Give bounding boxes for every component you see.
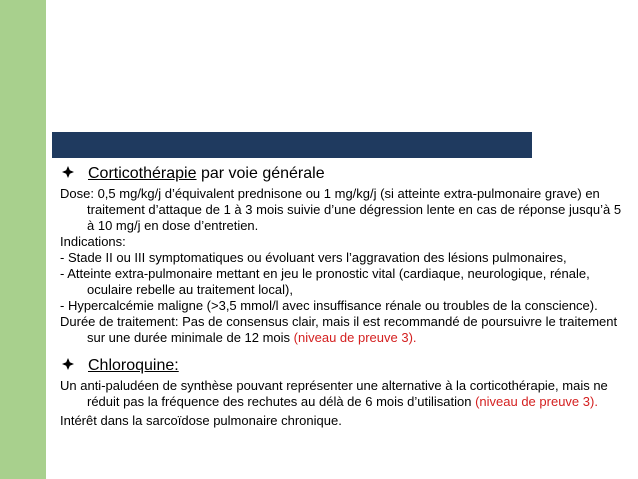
chloroquine-paragraph — [60, 378, 626, 410]
side-panel-green — [0, 0, 46, 479]
indication-item: - Hypercalcémie maligne (>3,5 mmol/l avec insuffisance rénale ou troubles de la conscience). — [60, 298, 598, 313]
corticotherapie-link[interactable]: Corticothérapie — [88, 165, 197, 182]
bullet-heading-corticotherapie — [60, 164, 626, 183]
slide-content — [60, 164, 626, 429]
evidence-level-note: (niveau de preuve 3). — [293, 330, 417, 345]
indications-title: Indications: — [60, 234, 126, 249]
indication-item: - Stade II ou III symptomatiques ou évoluant vers l’aggravation des lésions pulmonaires, — [60, 250, 567, 265]
indication-item: - Atteinte extra-pulmonaire mettant en jeu le pronostic vital (cardiaque, neurologique, rénale, oculaire rebelle au traitement local), — [60, 266, 590, 297]
duration-paragraph — [60, 314, 626, 346]
chloroquine-text: Un anti-paludéen de synthèse pouvant représenter une alternative à la corticothérapie, mais ne réduit pas la fréquence des rechutes au délà de 6 mois d’utilisation — [60, 378, 608, 409]
bullet-heading-chloroquine — [60, 356, 626, 375]
heading-rest: par voie générale — [196, 165, 325, 182]
four-diamond-bullet-icon — [62, 166, 74, 178]
divider-notch — [46, 132, 52, 158]
interest-paragraph: Intérêt dans la sarcoïdose pulmonaire chronique. — [60, 413, 342, 428]
title-divider-bar — [46, 132, 532, 158]
dose-paragraph: Dose: 0,5 mg/kg/j d’équivalent prednisone ou 1 mg/kg/j (si atteinte extra-pulmonaire grave) en traitement d’attaque de 1 à 3 mois suivie d’une dégression lente en cas de réponse jusqu’à 5 à 10 mg/j en dose d’entretien. — [60, 186, 622, 233]
evidence-level-note: (niveau de preuve 3). — [475, 394, 598, 409]
chloroquine-link[interactable]: Chloroquine: — [88, 357, 179, 374]
four-diamond-bullet-icon — [62, 358, 74, 370]
duration-text: Durée de traitement: Pas de consensus clair, mais il est recommandé de poursuivre le traitement sur une durée minimale de 12 mois — [60, 314, 618, 345]
